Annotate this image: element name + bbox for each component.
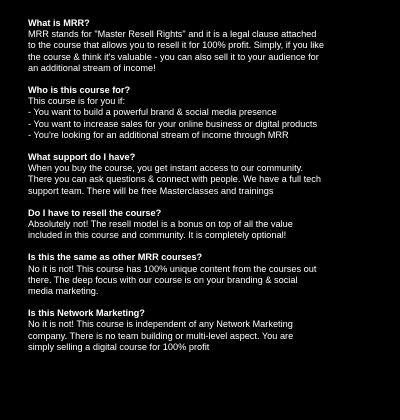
faq-answer — [28, 319, 388, 353]
faq-answer-line: - You're looking for an additional stream of income through MRR — [28, 129, 289, 140]
faq-question: Who is this course for? — [28, 85, 131, 96]
faq-answer — [28, 219, 388, 241]
faq-answer-line: there. The deep focus with our course is on your branding & social — [28, 274, 298, 285]
faq-answer-line: simply selling a digital course for 100% profit — [28, 341, 210, 352]
faq-answer — [28, 96, 388, 141]
faq-section-support — [28, 152, 388, 197]
faq-answer-line: company. There is no team building or multi-level aspect. You are — [28, 330, 294, 341]
faq-answer-line: MRR stands for "Master Resell Rights" and it is a legal clause attached — [28, 29, 317, 40]
faq-question: Is this Network Marketing? — [28, 308, 145, 319]
faq-answer-line: When you buy the course, you get instant access to our community. — [28, 163, 304, 174]
faq-document — [28, 18, 388, 353]
faq-answer — [28, 264, 388, 298]
faq-section-network-marketing — [28, 308, 388, 353]
faq-answer-line: support team. There will be free Masterclasses and trainings — [28, 185, 274, 196]
faq-question: Do I have to resell the course? — [28, 207, 162, 218]
faq-answer-line: media marketing. — [28, 286, 99, 297]
faq-answer-line: - You want to build a powerful brand & social media presence — [28, 107, 277, 118]
faq-answer — [28, 29, 388, 74]
faq-section-what-is-mrr — [28, 18, 388, 74]
faq-answer-line: an additional stream of income! — [28, 62, 156, 73]
faq-section-same-as-other — [28, 252, 388, 297]
faq-answer-line: the course & think it's valuable - you can also sell it to your audience for — [28, 51, 319, 62]
faq-answer-line: Absolutely not! The resell model is a bonus on top of all the value — [28, 219, 293, 230]
faq-answer-line: No it is not! This course is independent of any Network Marketing — [28, 319, 293, 330]
faq-answer-line: No it is not! This course has 100% unique content from the courses out — [28, 263, 317, 274]
faq-question: Is this the same as other MRR courses? — [28, 252, 203, 263]
faq-answer-line: to the course that allows you to resell it for 100% profit. Simply, if you like — [28, 40, 325, 51]
faq-answer-line: included in this course and community. It is completely optional! — [28, 230, 287, 241]
faq-answer-line: - You want to increase sales for your online business or digital products — [28, 118, 318, 129]
faq-section-who-is-it-for — [28, 85, 388, 141]
faq-question: What support do I have? — [28, 152, 136, 163]
faq-question: What is MRR? — [28, 18, 90, 28]
faq-section-resell-required — [28, 208, 388, 242]
faq-answer-line: There you can ask questions & connect with people. We have a full tech — [28, 174, 321, 185]
faq-answer-line: This course is for you if: — [28, 96, 126, 107]
faq-answer — [28, 163, 388, 197]
